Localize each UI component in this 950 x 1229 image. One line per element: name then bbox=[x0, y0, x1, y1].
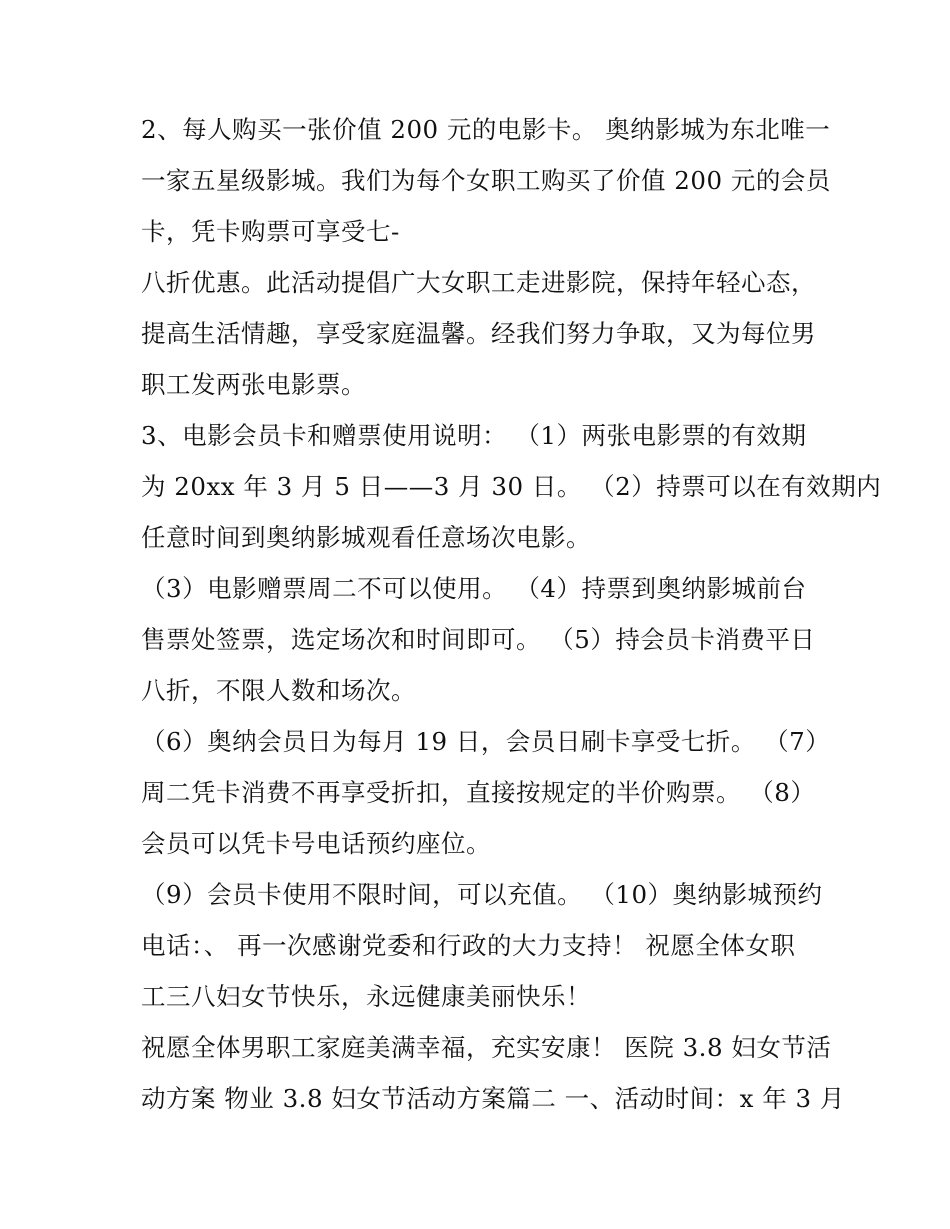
text-line: 3、电影会员卡和赠票使用说明： （1）两张电影票的有效期 bbox=[141, 421, 807, 450]
text-line: 2、每人购买一张价值 200 元的电影卡。 奥纳影城为东北唯一 bbox=[141, 115, 831, 144]
text-line: （6）奥纳会员日为每月 19 日，会员日刷卡享受七折。 （7） bbox=[141, 727, 831, 756]
text-line: （9）会员卡使用不限时间，可以充值。 （10）奥纳影城预约 bbox=[141, 880, 823, 909]
text-line: 会员可以凭卡号电话预约座位。 bbox=[141, 829, 491, 858]
text-line: 提高生活情趣，享受家庭温馨。经我们努力争取，又为每位男 bbox=[141, 319, 816, 348]
text-line: 任意时间到奥纳影城观看任意场次电影。 bbox=[141, 523, 591, 552]
text-line: 卡，凭卡购票可享受七- bbox=[141, 217, 400, 246]
text-line: 售票处签票，选定场次和时间即可。 （5）持会员卡消费平日 bbox=[141, 625, 816, 654]
text-line: 为 20xx 年 3 月 5 日——3 月 30 日。 （2）持票可以在有效期内 bbox=[141, 472, 882, 501]
text-line: 周二凭卡消费不再享受折扣，直接按规定的半价购票。 （8） bbox=[141, 778, 816, 807]
text-line: 八折优惠。此活动提倡广大女职工走进影院，保持年轻心态， bbox=[141, 268, 816, 297]
text-line: 八折，不限人数和场次。 bbox=[141, 676, 416, 705]
text-line: 一家五星级影城。我们为每个女职工购买了价值 200 元的会员 bbox=[141, 166, 831, 195]
text-line: 职工发两张电影票。 bbox=[141, 370, 366, 399]
text-line: 动方案 物业 3.8 妇女节活动方案篇二 一、活动时间：x 年 3 月 bbox=[141, 1084, 845, 1113]
text-line: 工三八妇女节快乐，永远健康美丽快乐！ bbox=[141, 982, 591, 1011]
text-line: （3）电影赠票周二不可以使用。 （4）持票到奥纳影城前台 bbox=[141, 574, 807, 603]
text-line: 电话：、 再一次感谢党委和行政的大力支持！ 祝愿全体女职 bbox=[141, 931, 796, 960]
text-line: 祝愿全体男职工家庭美满幸福，充实安康！ 医院 3.8 妇女节活 bbox=[141, 1033, 832, 1062]
